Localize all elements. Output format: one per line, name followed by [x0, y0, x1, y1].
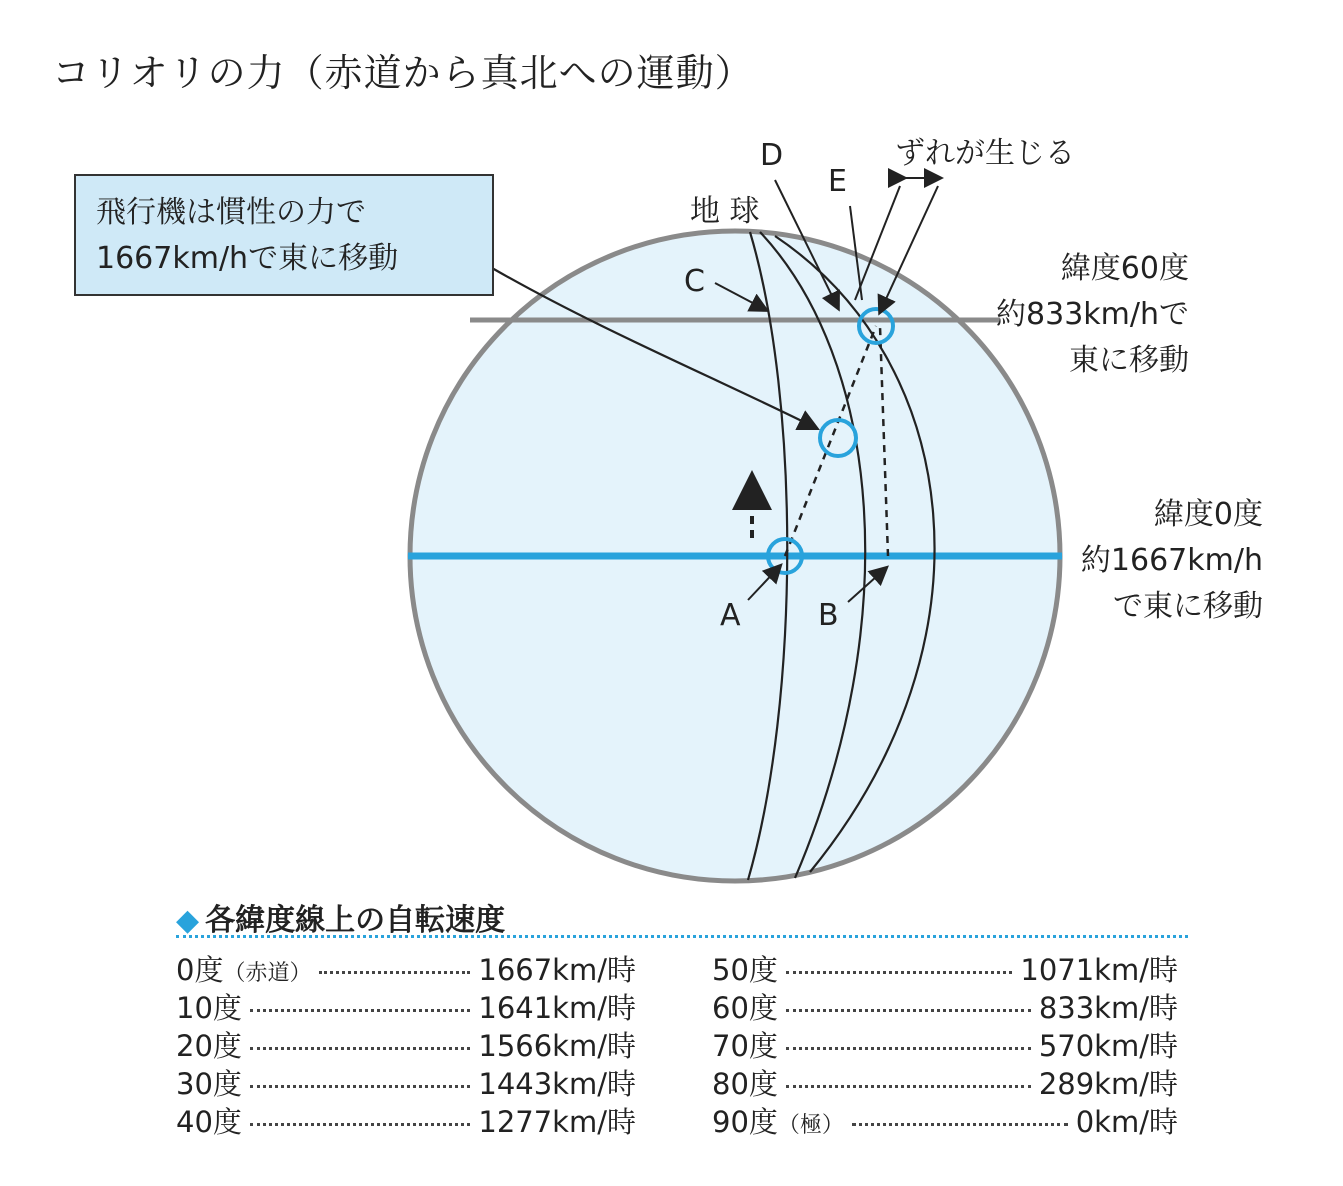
leader-dots [786, 1047, 1031, 1050]
row-degree: 70度 [712, 1029, 778, 1063]
leader-dots [852, 1123, 1068, 1126]
speed-table-heading [176, 895, 505, 939]
row-degree: 60度 [712, 991, 778, 1025]
table-row [712, 1024, 1178, 1062]
leader-dots [250, 1009, 470, 1012]
table-divider [176, 935, 1188, 938]
row-speed: 0km/時 [1075, 1105, 1178, 1139]
table-row [176, 1100, 636, 1138]
row-note: （極） [777, 1113, 844, 1138]
table-row [176, 1024, 636, 1062]
label-e: E [828, 164, 847, 199]
row-degree: 80度 [712, 1067, 778, 1101]
row-note: （赤道） [223, 961, 312, 986]
table-row [176, 948, 636, 986]
leader-dots [786, 971, 1012, 974]
table-row [712, 986, 1178, 1024]
shift-label: ずれが生じる [895, 136, 1075, 171]
row-speed: 1641km/時 [478, 991, 636, 1025]
lat60-line-1: 緯度60度 [1060, 251, 1189, 286]
leader-dots [250, 1085, 470, 1088]
row-speed: 289km/時 [1038, 1067, 1178, 1101]
leader-dots [786, 1009, 1031, 1012]
lat0-line-1: 緯度0度 [1153, 497, 1263, 532]
row-degree: 50度 [712, 953, 778, 987]
leader-dots [250, 1047, 470, 1050]
lat60-line-2: 約833km/hで [996, 297, 1189, 332]
table-row [712, 1100, 1178, 1138]
page-title: コリオリの力（赤道から真北への運動） [52, 51, 754, 95]
table-row [712, 1062, 1178, 1100]
row-speed: 1667km/時 [478, 953, 636, 987]
earth-label: 地 球 [690, 194, 760, 229]
row-degree: 90度 [712, 1105, 778, 1139]
latitude-0-note [1081, 492, 1263, 630]
table-row [712, 948, 1178, 986]
row-speed: 1443km/時 [478, 1067, 636, 1101]
row-speed: 833km/時 [1038, 991, 1178, 1025]
leader-dots [319, 971, 470, 974]
lat0-line-3: で東に移動 [1113, 589, 1263, 624]
table-row [176, 986, 636, 1024]
row-degree: 0度 [176, 953, 224, 987]
row-degree: 40度 [176, 1105, 242, 1139]
row-speed: 570km/時 [1038, 1029, 1178, 1063]
latitude-60-note [996, 246, 1189, 384]
table-row [176, 1062, 636, 1100]
callout-line-2: 1667km/hで東に移動 [96, 241, 399, 276]
speed-table-title: 各緯度線上の自転速度 [205, 903, 506, 938]
label-b: B [818, 598, 839, 633]
lat0-line-2: 約1667km/h [1080, 543, 1263, 578]
label-c: C [684, 264, 705, 299]
row-speed: 1277km/時 [478, 1105, 636, 1139]
inertia-callout [74, 174, 494, 296]
lat60-line-3: 東に移動 [1069, 343, 1189, 378]
label-d: D [760, 138, 784, 173]
row-degree: 20度 [176, 1029, 242, 1063]
row-degree: 10度 [176, 991, 242, 1025]
label-a: A [720, 598, 741, 633]
row-speed: 1566km/時 [478, 1029, 636, 1063]
row-speed: 1071km/時 [1020, 953, 1178, 987]
leader-dots [786, 1085, 1031, 1088]
diamond-icon: ◆ [176, 903, 200, 938]
leader-dots [250, 1123, 470, 1126]
callout-line-1: 飛行機は慣性の力で [96, 195, 366, 230]
row-degree: 30度 [176, 1067, 242, 1101]
